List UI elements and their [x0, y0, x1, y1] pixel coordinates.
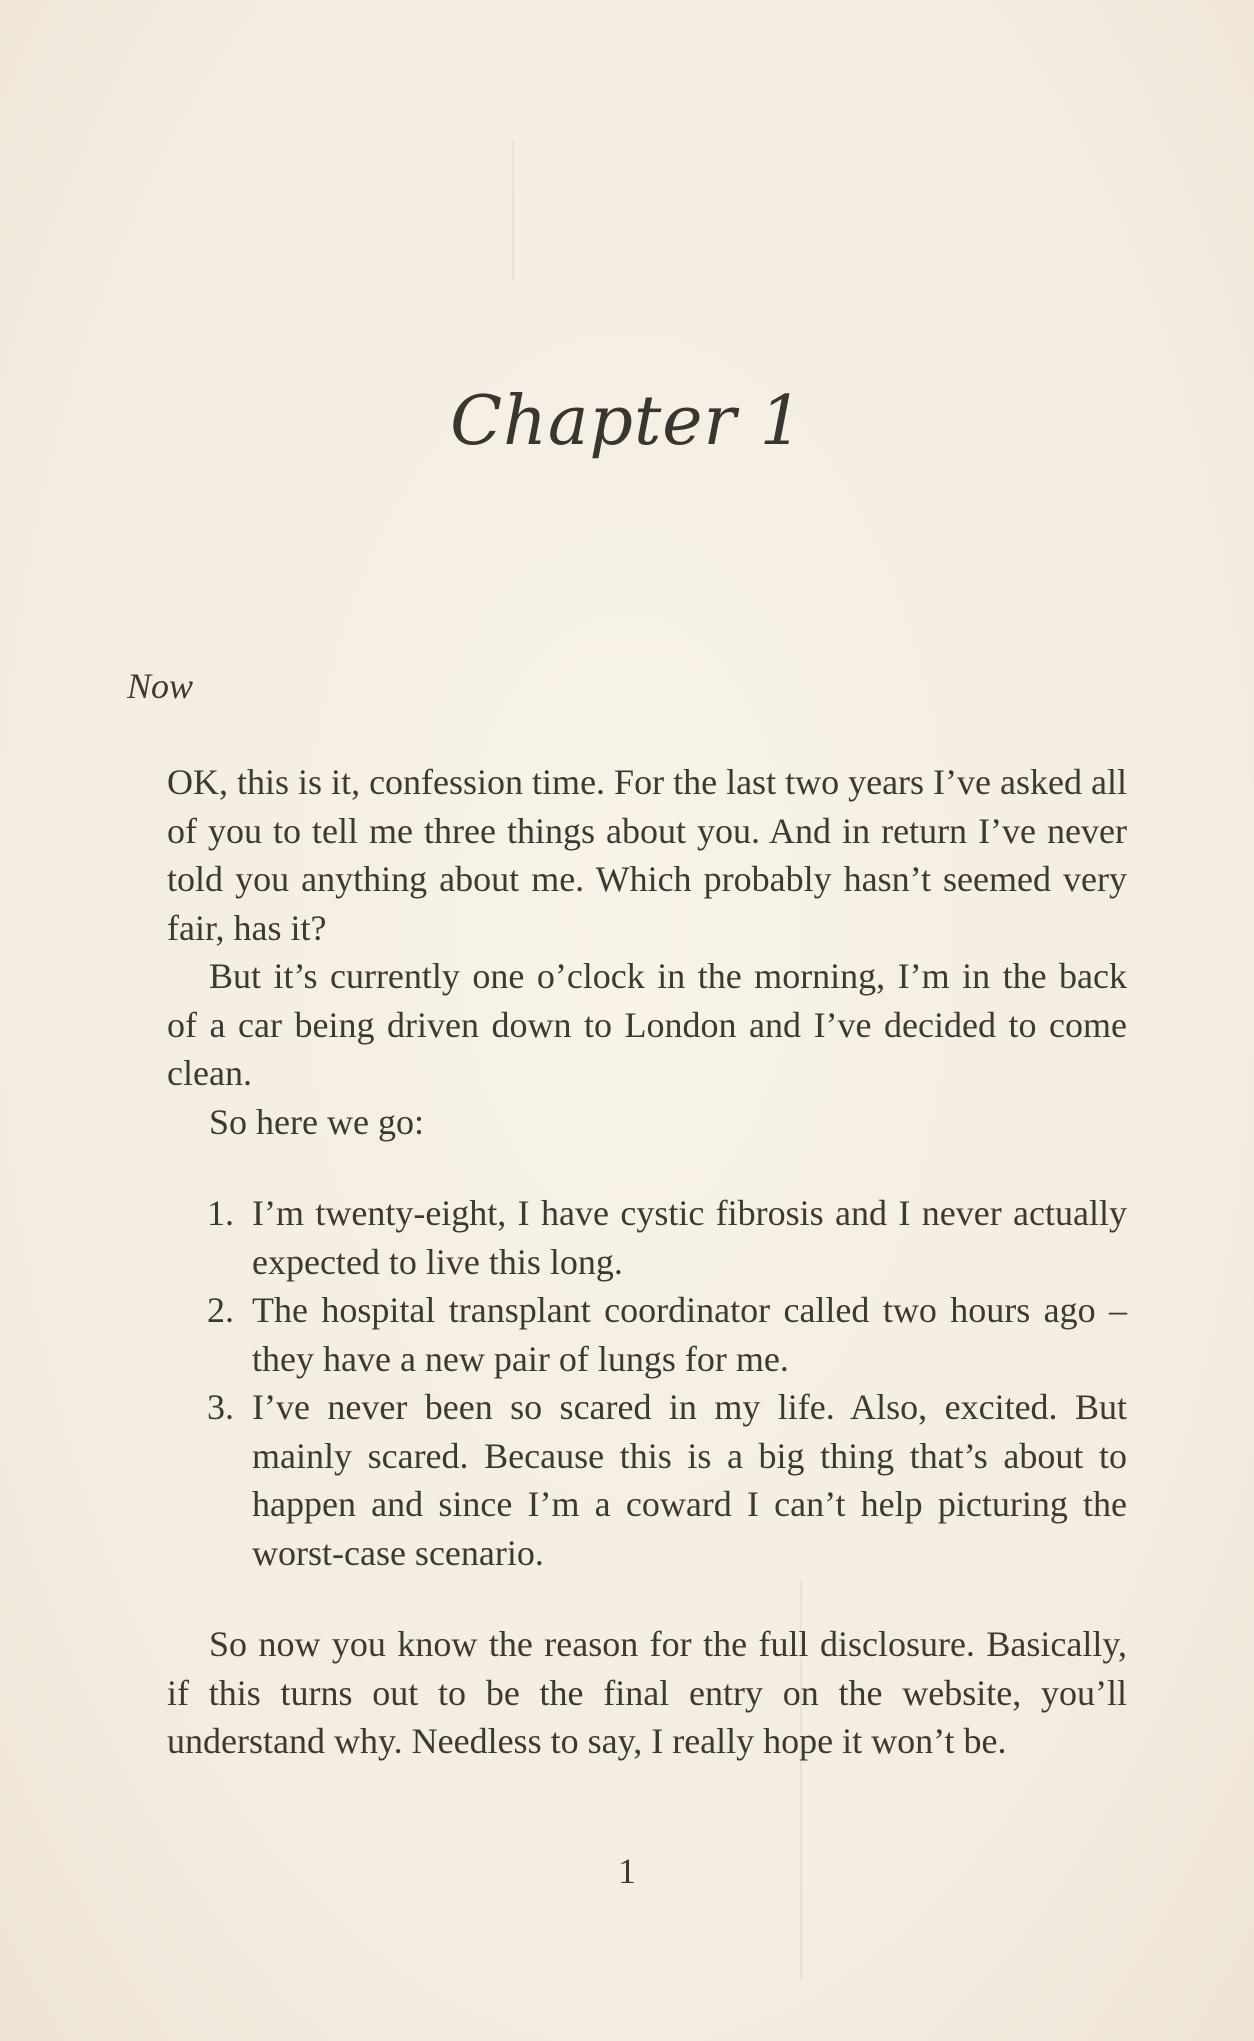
list-item-number: 2.	[207, 1290, 234, 1330]
list-item-text: The hospital transplant coordinator called two hours ago – they have a new pair of lungs for me.	[252, 1290, 1127, 1379]
list-item	[167, 1286, 1127, 1383]
page-number: 1	[618, 1851, 636, 1891]
chapter-title: Chapter 1	[450, 382, 804, 461]
paragraph: So here we go:	[209, 1101, 424, 1142]
list-item-text: I’ve never been so scared in my life. Also, excited. But mainly scared. Because this is a big thing that’s about to happen and since I’m a coward I can’t help picturing the worst-case scenario.	[252, 1387, 1127, 1573]
list-item	[167, 1383, 1127, 1577]
paragraph: But it’s currently one o’clock in the morning, I’m in the back of a car being driven down to London and I’ve decided to come clean.	[167, 956, 1127, 1093]
list-item-number: 3.	[207, 1387, 234, 1427]
body-text	[167, 758, 1127, 1766]
list-item-number: 1.	[207, 1193, 234, 1233]
paragraph: So now you know the reason for the full disclosure. Basically, if this turns out to be the final entry on the website, you’ll understand why. Needless to say, I really hope it won’t be.	[167, 1624, 1127, 1761]
paper-texture-line	[512, 140, 514, 280]
list-item	[167, 1189, 1127, 1286]
numbered-list	[167, 1189, 1127, 1577]
list-item-text: I’m twenty-eight, I have cystic fibrosis and I never actually expected to live this long.	[252, 1193, 1127, 1282]
paragraph: OK, this is it, confession time. For the last two years I’ve asked all of you to tell me three things about you. And in return I’ve never told you anything about me. Which probably hasn’t seemed very fair, has it?	[167, 762, 1127, 948]
section-label: Now	[127, 666, 194, 706]
